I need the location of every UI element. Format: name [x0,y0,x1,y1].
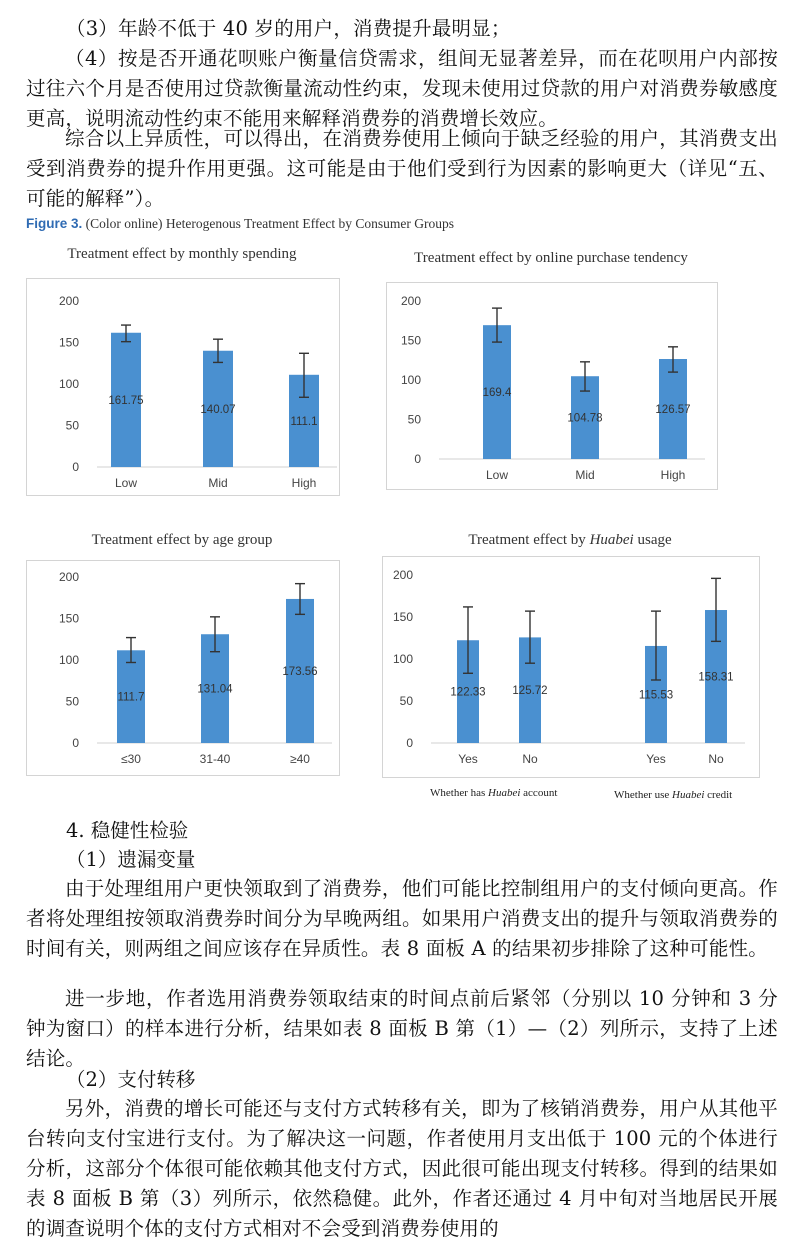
chart-1-title: Treatment effect by monthly spending [67,246,297,262]
chart-4-svg [383,557,759,777]
chart-3-category-1: 31-40 [199,752,231,766]
chart-1-ytick-1: 50 [65,418,79,433]
figure-label: Figure 3. [26,216,83,231]
chart-4-title-italic: Huabei [589,532,634,548]
chart-1-category-2: High [291,476,317,490]
chart-2-value-label-1: 104.78 [567,412,603,425]
chart-2-ytick-4: 200 [400,294,421,308]
chart-2-ytick-2: 100 [400,373,421,387]
group-label-credit-italic: Huabei [672,789,705,801]
chart-age-group [26,560,340,776]
chart-4-ytick-3: 150 [392,610,413,624]
chart-3-value-label-0: 111.7 [117,691,145,704]
chart-2-value-label-0: 169.4 [482,387,512,400]
chart-2-category-2: High [660,468,686,482]
chart-3-value-label-1: 131.04 [197,683,233,696]
chart-4-category-0: Yes [458,752,478,766]
chart-1-category-0: Low [114,476,138,490]
heading-payment-shift: （2）支付转移 [66,1068,196,1091]
chart-1-svg [27,279,339,495]
paragraph-omitted-2: 进一步地，作者选用消费券领取结束的时间点前后紧邻（分别以 10 分钟和 3 分钟为窗口）的样本进行分析，结果如表 8 面板 B 第（1）—（2）列所示，支持了上述结论。 [26,987,778,1070]
chart-1-ytick-4: 200 [58,294,79,308]
chart-4-title-suffix: usage [633,532,672,548]
chart-3-ytick-0: 0 [72,736,79,750]
chart-3-title: Treatment effect by age group [91,532,273,548]
chart-1-value-label-1: 140.07 [200,403,236,416]
chart-2-ytick-3: 150 [400,333,421,348]
chart-3-category-2: ≥40 [290,752,310,766]
chart-4-category-3: No [708,752,724,766]
figure-caption [26,216,454,232]
summary-paragraph: 综合以上异质性，可以得出，在消费券使用上倾向于缺乏经验的用户，其消费支出受到消费券的提升作用更强。这可能是由于他们受到行为因素的影响更大（详见“五、可能的解释”）。 [26,127,778,210]
chart-2-category-1: Mid [575,468,595,482]
item-4-text: （4）按是否开通花呗账户衡量信贷需求，组间无显著差异，而在花呗用户内部按过往六个月是否使用过贷款衡量流动性约束，发现未使用过贷款的用户对消费券敏感度更高，说明流动性约束不能用来解释消费券的消费增长效应。 [26,47,778,130]
chart-1-value-label-0: 161.75 [108,394,144,407]
chart-2-ytick-0: 0 [414,452,421,466]
chart-3-ytick-3: 150 [58,611,79,626]
chart-online-purchase [386,282,718,490]
group-label-account-suffix: account [520,787,558,799]
chart-4-ytick-2: 100 [392,652,413,666]
heading-robustness: 4. 稳健性检验 [66,819,189,842]
chart-2-title: Treatment effect by online purchase tendency [414,250,688,266]
chart-4-value-label-0: 122.33 [450,686,486,699]
chart-1-ytick-3: 150 [58,335,79,350]
chart-huabei-usage [382,556,760,778]
chart-4-title-prefix: Treatment effect by [468,532,590,548]
chart-4-category-1: No [522,752,538,766]
chart-4-ytick-0: 0 [406,736,413,750]
chart-4-title [382,532,758,549]
chart-1-ytick-0: 0 [72,460,79,474]
chart-3-category-0: ≤30 [121,752,141,766]
paragraph-payment-shift: 另外，消费的增长可能还与支付方式转移有关，即为了核销消费券，用户从其他平台转向支付宝进行支付。为了解决这一问题，作者使用月支出低于 100 元的个体进行分析，这部分个体很可能依赖其他支付方式，因此很可能出现支付转移。得到的结果如表 8 面板 B 第（3）列所示，依然稳健。此外，作者还通过 4 月中旬对当地居民开展的调查说明个体的支付方式相对不会受到消费券使用的 [26,1097,778,1240]
chart-1-ytick-2: 100 [58,377,79,391]
chart-3-value-label-2: 173.56 [282,665,318,678]
chart-3-ytick-4: 200 [58,570,79,584]
chart-1-value-label-2: 111.1 [290,415,318,428]
chart-2-category-0: Low [485,468,509,482]
chart-4-category-2: Yes [646,752,666,766]
item-3-text: （3）年龄不低于 40 岁的用户，消费提升最明显； [66,17,511,40]
group-label-account-italic: Huabei [488,787,521,799]
chart-4-ytick-1: 50 [399,694,413,708]
chart-2-ytick-1: 50 [407,412,421,427]
chart-4-value-label-1: 125.72 [512,685,548,698]
heading-omitted-variable: （1）遗漏变量 [66,848,196,871]
group-label-credit-suffix: credit [704,789,733,801]
group-label-account [430,787,557,799]
group-label-credit-prefix: Whether use [614,789,673,801]
figure-caption-text: (Color online) Heterogenous Treatment Effect by Consumer Groups [85,216,454,231]
chart-4-value-label-3: 158.31 [698,671,734,684]
chart-2-value-label-2: 126.57 [655,404,691,417]
chart-3-ytick-2: 100 [58,653,79,667]
chart-4-value-label-2: 115.53 [638,689,674,702]
group-label-credit [614,789,732,801]
chart-2-svg [387,283,717,489]
chart-4-ytick-4: 200 [392,568,413,582]
group-label-account-prefix: Whether has [430,787,489,799]
chart-1-category-1: Mid [208,476,228,490]
chart-3-ytick-1: 50 [65,694,79,709]
chart-monthly-spending [26,278,340,496]
chart-3-svg [27,561,339,775]
paragraph-omitted-1: 由于处理组用户更快领取到了消费券，他们可能比控制组用户的支付倾向更高。作者将处理组按领取消费券时间分为早晚两组。如果用户消费支出的提升与领取消费券的时间有关，则两组之间应该存在异质性。表 8 面板 A 的结果初步排除了这种可能性。 [26,877,778,960]
